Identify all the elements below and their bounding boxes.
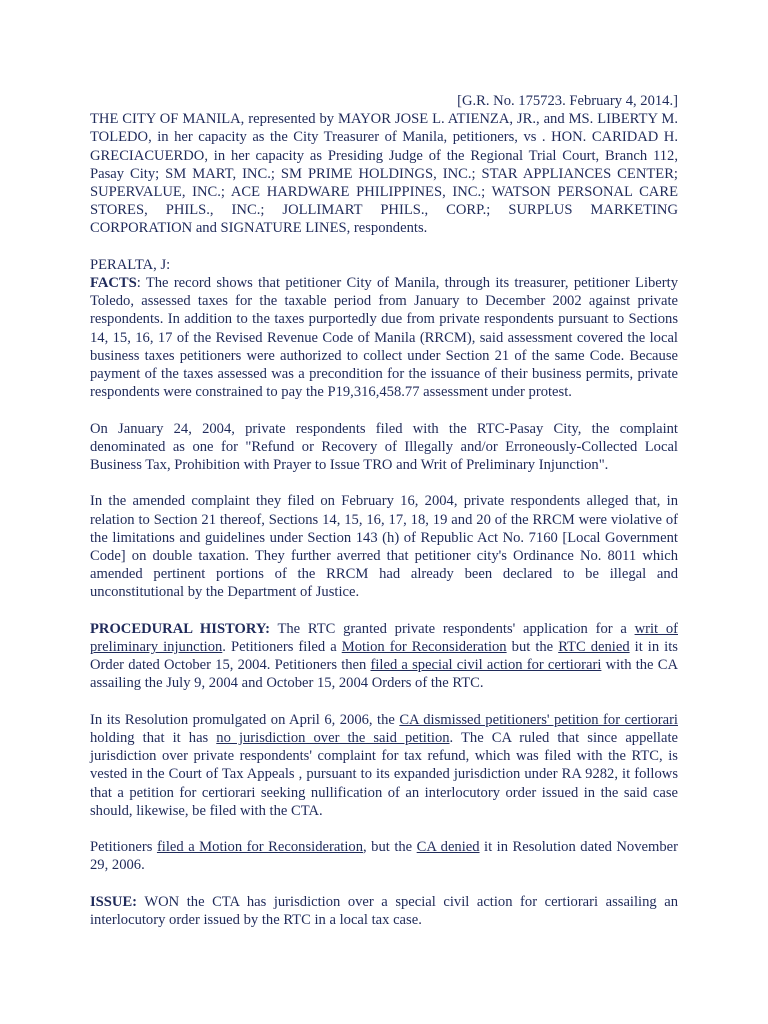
procedural-text: . Petitioners filed a: [222, 639, 342, 656]
filed-motion-link[interactable]: filed a Motion for Reconsideration: [156, 839, 364, 856]
procedural-text: holding that it has: [90, 730, 217, 747]
certiorari-link[interactable]: filed a special civil action for certiorari: [370, 657, 602, 674]
procedural-text: it in its Order dated October 15, 2004. Petitioners then: [90, 639, 678, 674]
issue-label: ISSUE:: [90, 893, 138, 910]
facts-paragraph-3: In the amended complaint they filed on February 16, 2004, private respondents alleged that, in relation to Section 21 thereof, Sections 14, 15, 16, 17, 18, 19 and 20 of the RRCM were violative of the limitations and guidelines under Section 143 (h) of Republic Act No. 7160 [Local Government Code] on double taxation. They further averred that petitioner city's Ordinance No. 8011 which amended pertinent portions of the RRCM had already been declared to be illegal and unconstitutional by the Department of Justice.: [90, 493, 678, 601]
no-jurisdiction-link[interactable]: no jurisdiction over the said petition: [216, 730, 450, 747]
procedural-label: PROCEDURAL HISTORY:: [90, 620, 270, 637]
procedural-text: but the: [506, 639, 559, 656]
case-citation: [G.R. No. 175723. February 4, 2014.]: [457, 93, 678, 109]
ca-denied-link[interactable]: CA denied: [416, 839, 480, 856]
issue-paragraph: [90, 893, 678, 929]
writ-link[interactable]: writ of preliminary injunction: [90, 620, 678, 656]
facts-paragraph-1: [90, 274, 678, 401]
motion-reconsideration-link[interactable]: Motion for Reconsideration: [341, 639, 507, 656]
issue-text: WON the CTA has jurisdiction over a special civil action for certiorari assailing an interlocutory order issued by the RTC in a local tax case.: [90, 893, 678, 929]
spacer: [90, 602, 678, 620]
spacer: [90, 238, 678, 256]
facts-paragraph-2: On January 24, 2004, private respondents filed with the RTC-Pasay City, the complaint denominated as one for "Refund or Recovery of Illegally and/or Erroneously-Collected Local Business Tax, Prohibition with Prayer to Issue TRO and Writ of Preliminary Injunction".: [90, 420, 678, 474]
spacer: [90, 820, 678, 838]
procedural-text: it in Resolution dated November 29, 2006.: [90, 839, 678, 874]
procedural-text: with the CA assailing the July 9, 2004 and October 15, 2004 Orders of the RTC.: [90, 657, 678, 692]
rtc-denied-link[interactable]: RTC denied: [558, 639, 630, 656]
facts-text-1: : The record shows that petitioner City of Manila, through its treasurer, petitioner Liberty Toledo, assessed taxes for the taxable period from January to December 2002 against private respondents. In addition to the taxes purportedly due from private respondents pursuant to Sections 14, 15, 16, 17 of the Revised Revenue Code of Manila (RRCM), said assessment covered the local business taxes petitioners were authorized to collect under Section 21 of the same Code. Because payment of the taxes assessed was a precondition for the issuance of their business permits, private respondents were constrained to pay the P19,316,458.77 assessment under protest.: [90, 275, 678, 401]
procedural-text: The RTC granted private respondents' application for a: [269, 620, 635, 637]
spacer: [90, 401, 678, 419]
spacer: [90, 474, 678, 492]
procedural-text: In its Resolution promulgated on April 6, 2006, the: [90, 711, 400, 728]
procedural-text: , but the: [363, 839, 417, 856]
procedural-text: Petitioners: [90, 839, 157, 856]
spacer: [90, 875, 678, 893]
procedural-paragraph-1: [90, 620, 678, 693]
spacer: [90, 693, 678, 711]
procedural-paragraph-2: [90, 711, 678, 820]
ponente: PERALTA, J:: [90, 256, 171, 273]
facts-label: FACTS: [90, 275, 137, 292]
ca-dismissed-link[interactable]: CA dismissed petitioners' petition for certiorari: [399, 711, 678, 728]
case-parties: THE CITY OF MANILA, represented by MAYOR JOSE L. ATIENZA, JR., and MS. LIBERTY M. TOLEDO, in her capacity as the City Treasurer of Manila, petitioners, vs . HON. CARIDAD H. GRECIACUERDO, in her capacity as Presiding Judge of the Regional Trial Court, Branch 112, Pasay City; SM MART, INC.; SM PRIME HOLDINGS, INC.; STAR APPLIANCES CENTER; SUPERVALUE, INC.; ACE HARDWARE PHILIPPINES, INC.; WATSON PERSONAL CARE STORES, PHILS., INC.; JOLLIMART PHILS., CORP.; SURPLUS MARKETING CORPORATION and SIGNATURE LINES, respondents.: [90, 111, 678, 237]
procedural-text: . The CA ruled that since appellate jurisdiction over private respondents' complaint for tax refund, which was filed with the RTC, is vested in the Court of Tax Appeals , pursuant to its expanded jurisdiction under RA 9282, it follows that a petition for certiorari seeking nullification of an interlocutory order issued in the said case should, likewise, be filed with the CTA.: [90, 730, 678, 819]
procedural-paragraph-3: [90, 838, 678, 874]
